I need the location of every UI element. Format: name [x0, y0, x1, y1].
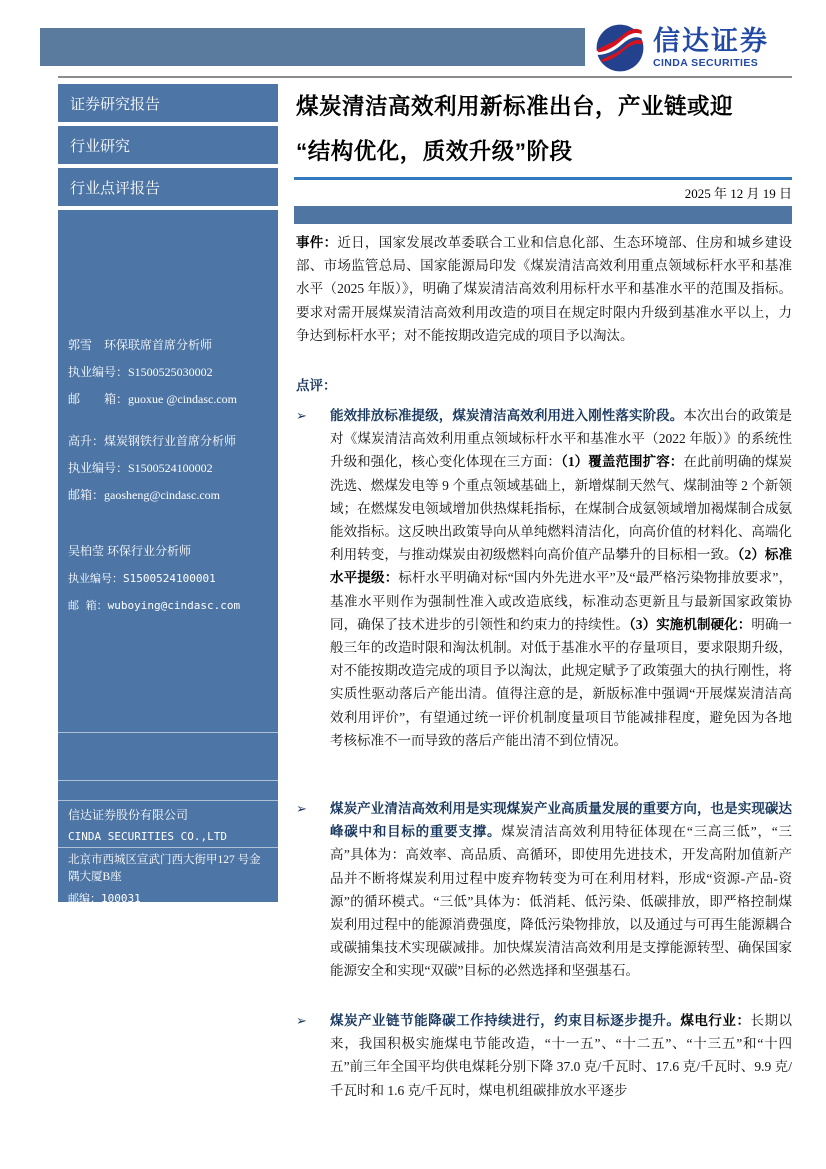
company-name-cn: 信达证券股份有限公司 — [68, 808, 189, 822]
analyst-block-2 — [68, 428, 272, 509]
event-label: 事件： — [296, 235, 338, 250]
bullet-text-3: 煤炭产业链节能降碳工作持续进行，约束目标逐步提升。煤电行业：长期以来，我国积极实施煤电节能改造，“十一五”、“十二五”、“十三五”和“十四五”前三年全国平均供电煤耗分别下降 37.0 克/千瓦时、17.6 克/千瓦时、9.9 克/千瓦时和 1.6 克/千瓦时，煤电机组碳排放水平逐步 — [330, 1013, 792, 1098]
report-title-line1: 煤炭清洁高效利用新标准出台，产业链或迎 — [296, 94, 734, 119]
report-title — [296, 84, 793, 174]
bullet-text-1: 能效排放标准提级，煤炭清洁高效利用进入刚性落实阶段。本次出台的政策是对《煤炭清洁高效利用重点领域标杆水平和基准水平（2022 年版）》的系统性升级和强化，核心变化体现在三方面：（1）覆盖范围扩容：在此前明确的煤炭洗选、燃煤发电等 9 个重点领域基础上，新增煤制天然气、煤制油等 2 个新领域；在燃煤发电领域增加供热煤耗指标，在煤制合成氨领域增加褐煤制合成氨能效指标。这反映出政策导向从单纯燃料清洁化，向高价值的材料化、高端化利用转变，与推动煤炭由初级燃料向高价值产品攀升的目标相一致。（2）标准水平提级：标杆水平明确对标“国内外先进水平”及“最严格污染物排放要求”，基准水平则作为强制性准入或改造底线，标准动态更新且与最新国家政策协同，确保了技术进步的引领性和约束力的持续性。（3）实施机制硬化：明确一般三年的改造时限和淘汰机制。对低于基准水平的存量项目，要求限期升级，对不能按期改造完成的项目予以淘汰，此规定赋予了政策强大的执行刚性，将实质性驱动落后产能出清。值得注意的是，新版标准中强调“开展煤炭清洁高效利用评价”，有望通过统一评价机制度量项目节能减排程度，避免因为各地考核标准不一而导致的落后产能出清不到位情况。 — [330, 408, 793, 748]
analyst-name-title: 吴柏莹 环保行业分析师 — [68, 544, 192, 558]
sidebar-separator — [58, 800, 278, 801]
bullet-arrow-icon: ➢ — [296, 1013, 307, 1028]
report-title-line2: “结构优化，质效升级”阶段 — [296, 139, 573, 164]
sidebar-tag-research-report: 证券研究报告 — [58, 84, 278, 122]
header-divider — [58, 76, 792, 78]
section-header-bar — [294, 206, 792, 224]
sidebar-separator — [58, 732, 278, 733]
sidebar-separator — [58, 780, 278, 781]
company-postcode: 邮编：100031 — [68, 892, 141, 905]
sidebar-tag-industry-research: 行业研究 — [58, 126, 278, 164]
analyst-name-title: 高升：煤炭钢铁行业首席分析师 — [68, 434, 237, 448]
company-address: 北京市西城区宣武门西大街甲127 号金隅大厦B座 — [68, 854, 261, 883]
date-divider-rule — [294, 177, 792, 180]
analyst-email: 邮 箱：guoxue @cindasc.com — [68, 392, 238, 406]
cinda-logo-icon — [594, 22, 646, 74]
analyst-block-1 — [68, 332, 272, 413]
logo-name-cn: 信达证券 — [653, 25, 769, 56]
company-info-block — [68, 804, 270, 907]
event-text: 近日，国家发展改革委联合工业和信息化部、生态环境部、住房和城乡建设部、市场监管总局、国家能源局印发《煤炭清洁高效利用重点领域标杆水平和基准水平（2025 年版）》，明确了煤炭清洁高效利用标杆水平和基准水平的范围及指标。要求对需开展煤炭清洁高效利用改造的项目在规定时限内升级到基准水平以上，力争达到标杆水平；对不能按期改造完成的项目予以淘汰。 — [296, 235, 793, 343]
bullet-item-2 — [296, 797, 792, 983]
analyst-license: 执业编号：S1500525030002 — [68, 365, 213, 379]
bullet-arrow-icon: ➢ — [296, 408, 307, 423]
event-paragraph — [296, 231, 792, 347]
company-name-en: CINDA SECURITIES CO.,LTD — [68, 830, 227, 843]
analyst-email: 邮箱：gaosheng@cindasc.com — [68, 488, 221, 502]
bullet-arrow-icon: ➢ — [296, 801, 307, 816]
sidebar-tag-industry-comment: 行业点评报告 — [58, 168, 278, 206]
analyst-name-title: 郭雪 环保联席首席分析师 — [68, 338, 213, 352]
company-logo — [594, 21, 769, 75]
analyst-license: 执业编号：S1500524100001 — [68, 572, 216, 585]
analyst-block-3 — [68, 538, 272, 619]
bullet-text-2: 煤炭产业清洁高效利用是实现煤炭产业高质量发展的重要方向，也是实现碳达峰碳中和目标的重要支撑。煤炭清洁高效利用特征体现在“三高三低”，“三高”具体为：高效率、高品质、高循环，即使用先进技术，开发高附加值新产品并不断将煤炭利用过程中废弃物转变为可在利用材料，形成“资源-产品-资源”的循环模式。“三低”具体为：低消耗、低污染、低碳排放，即严格控制煤炭利用过程中的能源消费强度，降低污染物排放，以及通过与可再生能源耦合或碳捕集技术实现碳减排。加快煤炭清洁高效利用是支撑能源转型、确保国家能源安全和实现“双碳”目标的必然选择和坚强基石。 — [330, 801, 792, 979]
analyst-email: 邮 箱：wuboying@cindasc.com — [68, 599, 241, 612]
bullet-item-3 — [296, 1009, 792, 1102]
comment-section-label: 点评： — [296, 378, 337, 393]
top-banner-bar — [40, 28, 585, 66]
report-date: 2025 年 12 月 19 日 — [684, 186, 792, 201]
logo-name-en: CINDA SECURITIES — [653, 56, 759, 69]
analyst-license: 执业编号：S1500524100002 — [68, 461, 213, 475]
sidebar-info-panel — [58, 210, 278, 905]
bullet-item-1 — [296, 404, 792, 752]
